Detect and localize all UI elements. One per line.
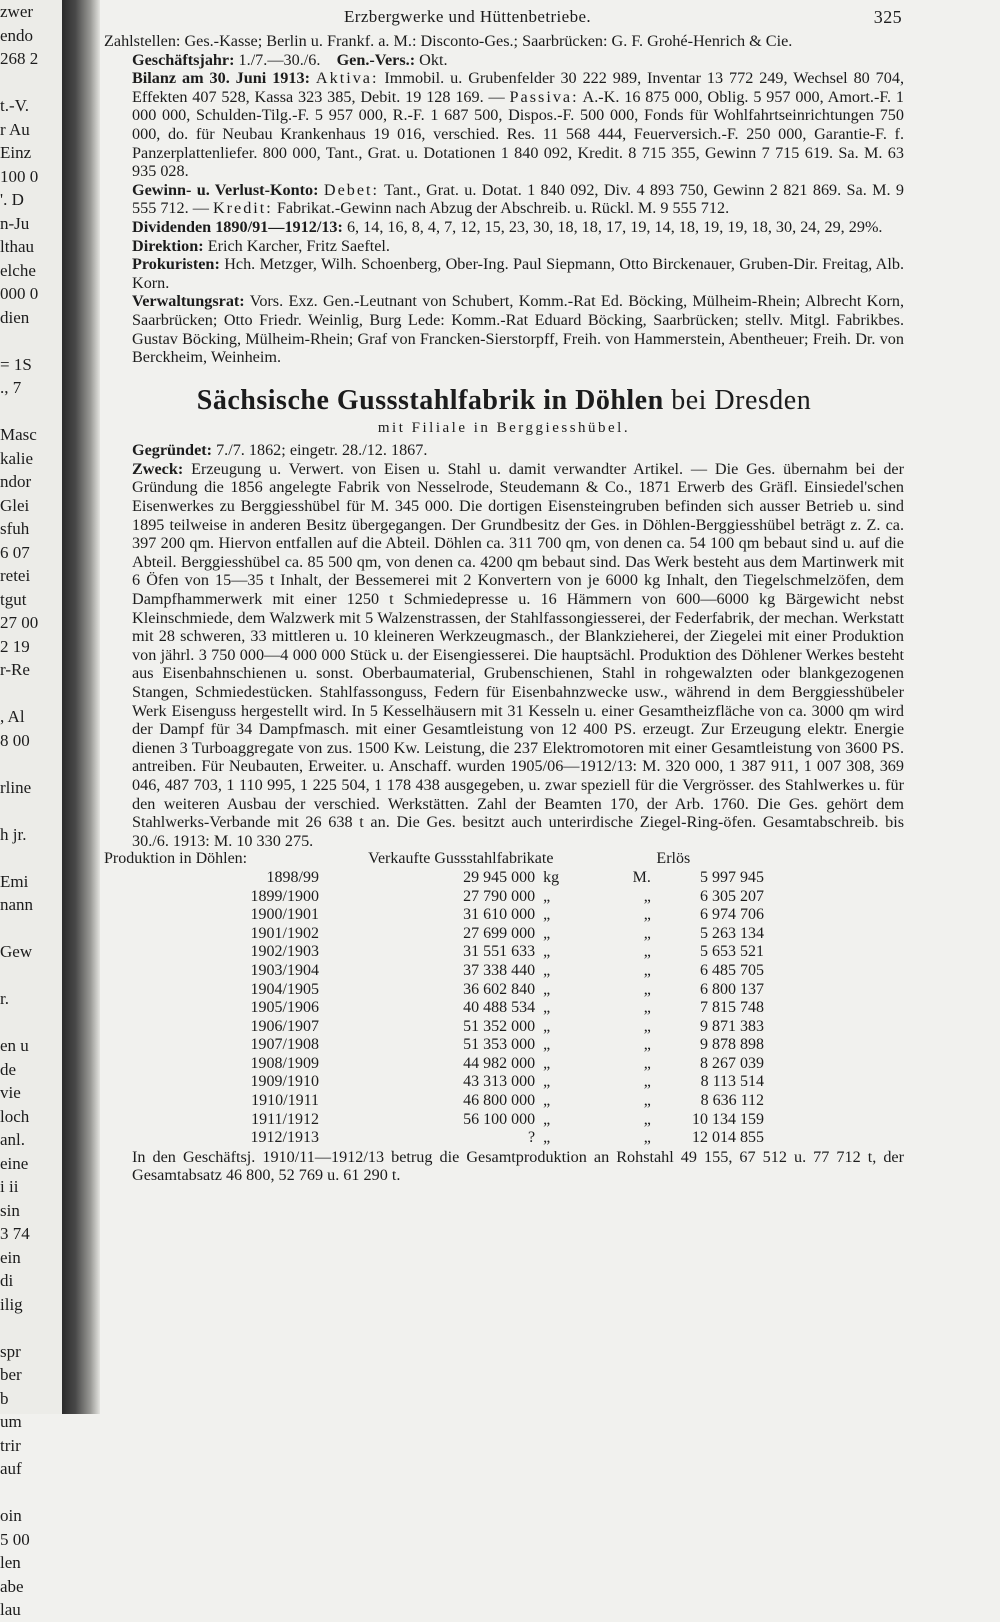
row-quantity: 37 338 440 — [463, 961, 536, 979]
neighbor-line: rline — [0, 777, 32, 797]
neighbor-line: r Au — [0, 119, 30, 139]
neighbor-line: di — [0, 1271, 14, 1290]
row-revenue: 6 305 207 — [700, 887, 764, 905]
row-currency: „ — [643, 943, 651, 961]
neighbor-line: Einz — [0, 143, 32, 162]
running-head — [104, 2, 904, 32]
table-row — [104, 943, 764, 962]
row-currency: „ — [643, 999, 651, 1017]
row-revenue: 5 263 134 — [700, 924, 764, 942]
verwaltungsrat-label: Verwaltungsrat: — [132, 292, 245, 311]
table-row — [104, 962, 764, 981]
row-year: 1912/1913 — [250, 1129, 319, 1147]
row-quantity: 44 982 000 — [463, 1054, 536, 1072]
neighbor-line: ein — [0, 1247, 21, 1267]
row-revenue: 8 113 514 — [700, 1073, 764, 1091]
table-row — [104, 1018, 764, 1037]
row-revenue: 9 878 898 — [700, 1036, 764, 1054]
row-year: 1904/1905 — [250, 980, 319, 998]
row-quantity: ? — [528, 1129, 536, 1147]
guv-paragraph — [104, 181, 904, 218]
neighbor-line: 6 07 — [0, 542, 30, 562]
row-revenue: 5 653 521 — [700, 943, 764, 961]
row-year: 1898/99 — [266, 868, 319, 886]
row-unit: „ — [543, 961, 551, 979]
neighbor-line: en u — [0, 1036, 29, 1055]
row-quantity: 31 610 000 — [463, 906, 536, 924]
row-year: 1907/1908 — [250, 1036, 319, 1054]
neighbor-line: 000 0 — [0, 284, 39, 303]
prokuristen-text: Hch. Metzger, Wilh. Schoenberg, Ober-Ing. Paul Siepmann, Otto Birckenauer, Gruben-Dir. Freitag, Alb. Korn. — [132, 255, 904, 292]
neighbor-line: spr — [0, 1341, 21, 1361]
neighbor-line: ., 7 — [0, 378, 22, 397]
company-title-main: Sächsische Gussstahlfabrik in Döhlen — [196, 384, 664, 416]
row-currency: „ — [643, 1054, 651, 1072]
neighbor-line: auf — [0, 1459, 22, 1478]
direktion-label: Direktion: — [132, 236, 204, 255]
row-year: 1901/1902 — [250, 924, 319, 942]
row-year: 1906/1907 — [250, 1017, 319, 1035]
row-currency: „ — [643, 980, 651, 998]
gegruendet-text: 7./7. 1862; eingetr. 28./12. 1867. — [216, 441, 428, 460]
aktiva-text: Immobil. u. Grubenfelder 30 222 989, Inventar 13 772 249, Wechsel 80 704, Effekten 407 528, Kassa 323 385, Debit. 19 128 169. — — [132, 69, 905, 106]
neighbor-line: eine — [0, 1153, 29, 1173]
dividenden-paragraph — [104, 218, 904, 237]
neighbor-line: ber — [0, 1365, 22, 1384]
neighbor-line: h jr. — [0, 824, 27, 844]
neighbor-line: loch — [0, 1106, 30, 1126]
neighbor-line: Emi — [0, 871, 29, 891]
table-row — [104, 1073, 764, 1092]
row-quantity: 27 699 000 — [463, 924, 536, 942]
table-row — [104, 1055, 764, 1074]
row-currency: „ — [643, 1017, 651, 1035]
row-unit: „ — [543, 1036, 551, 1054]
production-table — [104, 850, 764, 1148]
dividenden-label: Dividenden 1890/91—1912/13: — [132, 217, 343, 236]
production-table-header — [104, 850, 764, 869]
neighbor-line: trir — [0, 1435, 21, 1455]
neighbor-line: , Al — [0, 707, 25, 726]
row-currency: „ — [643, 961, 651, 979]
row-revenue: 6 800 137 — [700, 980, 764, 998]
neighbor-line: anl. — [0, 1130, 26, 1149]
genvers-label: Gen.-Vers.: — [336, 50, 416, 69]
neighbor-line: vie — [0, 1083, 21, 1102]
neighbor-line — [0, 1481, 62, 1505]
row-unit: „ — [543, 1092, 551, 1110]
neighbor-line — [0, 682, 62, 706]
row-unit: „ — [543, 1110, 551, 1128]
document-page — [104, 0, 904, 1414]
neighbor-line: de — [0, 1059, 17, 1079]
bilanz-label: Bilanz am 30. Juni 1913: — [132, 69, 310, 88]
row-currency: „ — [643, 1110, 651, 1128]
kredit-label: Kredit: — [212, 199, 273, 218]
row-unit: „ — [543, 999, 551, 1017]
neighbor-line: t.-V. — [0, 96, 29, 115]
row-revenue: 9 871 383 — [700, 1017, 764, 1035]
passiva-text: A.-K. 16 875 000, Oblig. 5 957 000, Amort.-F. 1 000 000, Schulden-Tilg.-F. 5 957 000, R.-F. 1 687 500, Dispos.-F. 500 000, Fonds für Wohlfahrtseinrichtungen 750 000, do. für Neubau Krankenhaus 19 016, verschied. Res. 11 568 444, Feuerversich.-F. 250 000, Garantie-F. f. Panzerplattenliefer. 800 000, Tant., Grat. u. Dotationen 1 840 092, Kredit. 8 715 355, Gewinn 7 715 619. Sa. M. 63 935 028. — [132, 87, 905, 181]
table-row — [104, 1092, 764, 1111]
row-currency: M. — [632, 868, 651, 886]
neighbor-line: r-Re — [0, 660, 30, 679]
debet-text: Tant., Grat. u. Dotat. 1 840 092, Div. 4 893 750, Gewinn 2 821 869. Sa. M. 9 555 712. — — [132, 180, 904, 218]
neighbor-line — [0, 964, 62, 988]
neighbor-line: Masc — [0, 425, 37, 444]
neighbor-line: oin — [0, 1506, 22, 1525]
direktion-text: Erich Karcher, Fritz Saeftel. — [207, 236, 390, 255]
neighbor-line: tgut — [0, 589, 27, 609]
neighbor-line: Glei — [0, 495, 30, 515]
neighbor-line: i ii — [0, 1177, 19, 1196]
row-year: 1899/1900 — [250, 887, 319, 905]
row-revenue: 8 636 112 — [700, 1092, 764, 1110]
table-row — [104, 981, 764, 1000]
row-revenue: 5 997 945 — [700, 868, 764, 886]
passiva-label: Passiva: — [509, 87, 579, 106]
zweck-text: Erzeugung u. Verwert. von Eisen u. Stahl u. damit verwandter Artikel. — Die Ges. übernahm bei der Gründung die 1856 angelegte Fabrik von Nesselrode, Steudemann & Co., 1871 Erwerb des Gräfl. Einsiedel'schen Eisenwerkes zu Berggiesshübel für M. 345 000. Die dortigen Eisensteingruben befinden sich ausser Betrieb u. sind 1895 teilweise in anderen Besitz übergegangen. Der Grundbesitz der Ges. in Döhlen-Berggiesshübel beträgt z. Z. ca. 397 200 qm. Hiervon entfallen auf die Abteil. Döhlen ca. 311 700 qm, von denen ca. 54 100 qm bebaut sind u. auf die Abteil. Berggiesshübel ca. 85 500 qm, von denen ca. 4200 qm bebaut sind. Das Werk besteht aus dem Martinwerk mit 6 Öfen von 15—35 t Inhalt, der Bessemerei mit 2 Konvertern von je 6000 kg Inhalt, den Tiegelschmelzöfen, dem Dampfhammerwerk mit einer 1250 t Schmiedepresse u. 16 Hämmern von 600—6000 kg Bärgewicht nebst Kleinschmiede, dem Walzwerk mit 5 Walzenstrassen, der Stahlfassongiesserei, der Federfabrik, der mechan. Werkstatt mit 28 schweren, 33 mittleren u. 10 kleineren Werkzeugmasch., der Blankzieherei, der Ziegelei mit einer Produktion von jährl. 3 750 000—4 000 000 Stück u. der Eisengiesserei. Die hauptsächl. Produktion des Döhlener Werkes besteht aus Eisenbahnschienen u. sonst. Oberbaumaterial, Grubenschienen, Stahl in rohgewalzten oder blankgezogenen Stangen, Schmiedestücken. Stahlfassonguss, Federn für Eisenbahnzwecke usw., während in dem Berggiesshübeler Werk Eisenguss hergestellt wird. In 5 Kesselhäusern mit 31 Kesseln u. einer Gesamtheizfläche von ca. 3000 qm wird der Dampf für 34 Dampfmasch. mit einer Gesamtleistung von 12 400 PS. erzeugt. Zur Erzeugung elektr. Energie dienen 3 Turboaggregate von zus. 1500 Kw. Leistung, die 237 Elektromotoren mit einer Gesamtleistung von 3600 PS. antreiben. Für Neubauten, Erweiter. u. Anschaff. wurden 1905/06—1912/13: M. 320 000, 1 387 911, 1 007 308, 369 046, 487 703, 1 110 995, 1 225 504, 1 178 438 ausgegeben, u. zwar speziell für die Vergrösser. des Stahlwerkes u. für den weiteren Ausbau der verschied. Werkstätten. Zahl der Beamten 170, der Arb. 1760. Die Ges. gehört dem Stahlwerks-Verbande mit 26 638 t an. Die Ges. besitzt auch unterirdische Ziegel-Ring-öfen. Gesamtabschreib. bis 30./6. 1913: M. 10 330 275. — [132, 459, 904, 850]
neighbor-line — [0, 329, 62, 353]
neighbor-line: 3 74 — [0, 1224, 30, 1243]
neighbor-line: r. — [0, 989, 9, 1008]
table-row — [104, 906, 764, 925]
neighbor-line — [0, 400, 62, 424]
neighbor-line: 27 00 — [0, 613, 39, 632]
neighbor-line: lau — [0, 1600, 21, 1619]
table-row — [104, 1036, 764, 1055]
row-revenue: 7 815 748 — [700, 999, 764, 1017]
neighbor-line — [0, 799, 62, 823]
company-title — [104, 385, 904, 417]
row-currency: „ — [643, 887, 651, 905]
neighbor-line: 268 2 — [0, 49, 39, 68]
neighbor-line: len — [0, 1553, 21, 1572]
geschaeftsjahr-paragraph — [104, 51, 904, 70]
row-unit: „ — [543, 1017, 551, 1035]
geschaeftsjahr-value: 1./7.—30./6. — [238, 50, 321, 69]
zweck-paragraph — [104, 460, 904, 850]
kredit-text: Fabrikat.-Gewinn nach Abzug der Abschreib. u. Rückl. M. 9 555 712. — [276, 199, 730, 218]
verwaltungsrat-paragraph — [104, 292, 904, 366]
row-unit: „ — [543, 924, 551, 942]
prokuristen-paragraph — [104, 255, 904, 292]
debet-label: Debet: — [323, 180, 380, 199]
row-unit: „ — [543, 1129, 551, 1147]
row-unit: „ — [543, 943, 551, 961]
row-quantity: 29 945 000 — [463, 868, 536, 886]
row-year: 1903/1904 — [250, 961, 319, 979]
table-row — [104, 1111, 764, 1130]
neighbor-line: dien — [0, 307, 30, 327]
company-title-suffix: bei Dresden — [671, 384, 812, 416]
verwaltungsrat-text: Vors. Exz. Gen.-Leutnant von Schubert, Komm.-Rat Ed. Böcking, Mülheim-Rhein; Albrecht Korn, Saarbrücken; Otto Friedr. Weinlig, Burg Lede: Komm.-Rat Eduard Böcking, Saarbrücken; stellv. Mitgl. Fabrikbes. Gustav Böcking, Mülheim-Rhein; Graf von Francken-Sierstorpff, Freih. von Hammerstein, Abentheuer; Freih. Dr. von Berckheim, Weinheim. — [132, 292, 904, 367]
row-year: 1900/1901 — [250, 906, 319, 924]
book-gutter-shadow — [62, 0, 100, 1414]
table-row — [104, 869, 764, 888]
neighbor-line — [0, 917, 62, 941]
header-produktion: Produktion in Döhlen: — [104, 850, 248, 868]
row-currency: „ — [643, 924, 651, 942]
neighbor-line: elche — [0, 260, 36, 280]
row-quantity: 51 353 000 — [463, 1036, 536, 1054]
zweck-label: Zweck: — [132, 459, 184, 478]
neighbor-line: sin — [0, 1200, 20, 1220]
neighbor-line — [0, 1011, 62, 1035]
neighbor-line: sfuh — [0, 519, 30, 538]
neighbor-line: um — [0, 1412, 22, 1431]
neighbor-line: 2 19 — [0, 636, 30, 656]
gegruendet-paragraph — [104, 441, 904, 460]
table-row — [104, 888, 764, 907]
row-year: 1908/1909 — [250, 1054, 319, 1072]
row-quantity: 43 313 000 — [463, 1073, 536, 1091]
row-year: 1909/1910 — [250, 1073, 319, 1091]
row-year: 1905/1906 — [250, 999, 319, 1017]
neighbor-line: kalie — [0, 448, 34, 468]
neighbor-line: Gew — [0, 942, 33, 961]
row-quantity: 46 800 000 — [463, 1092, 536, 1110]
row-quantity: 40 488 534 — [463, 999, 536, 1017]
row-revenue: 6 974 706 — [700, 906, 764, 924]
neighbor-line: '. D — [0, 190, 24, 209]
row-quantity: 27 790 000 — [463, 887, 536, 905]
row-quantity: 31 551 633 — [463, 943, 536, 961]
row-year: 1910/1911 — [251, 1092, 319, 1110]
aktiva-label: Aktiva: — [315, 69, 379, 88]
row-revenue: 10 134 159 — [692, 1110, 764, 1128]
neighbor-line: 5 00 — [0, 1529, 30, 1549]
guv-label: Gewinn- u. Verlust-Konto: — [132, 180, 319, 199]
row-quantity: 56 100 000 — [463, 1110, 536, 1128]
neighbor-line: endo — [0, 25, 34, 45]
row-revenue: 8 267 039 — [700, 1054, 764, 1072]
production-table-body — [104, 869, 764, 1148]
closing-paragraph: In den Geschäftsj. 1910/11—1912/13 betrug die Gesamtproduktion an Rohstahl 49 155, 67 512 u. 77 712 t, der Gesamtabsatz 46 800, 52 769 u. 61 290 t. — [132, 1147, 904, 1185]
neighbor-line — [0, 71, 62, 95]
neighbor-page-fragment — [0, 0, 62, 1619]
row-revenue: 12 014 855 — [692, 1129, 764, 1147]
row-unit: „ — [543, 887, 551, 905]
header-goods: Verkaufte Gussstahlfabrikate — [368, 850, 554, 868]
neighbor-line: zwer — [0, 2, 34, 21]
neighbor-line: abe — [0, 1576, 24, 1596]
prokuristen-label: Prokuristen: — [132, 255, 220, 274]
neighbor-line: ilig — [0, 1294, 23, 1314]
neighbor-line — [0, 1316, 62, 1340]
neighbor-line: retei — [0, 566, 31, 585]
row-unit: kg — [543, 868, 560, 886]
row-currency: „ — [643, 1129, 651, 1147]
neighbor-line: n-Ju — [0, 213, 30, 233]
row-year: 1902/1903 — [250, 943, 319, 961]
company-subtitle: mit Filiale in Berggiesshübel. — [377, 419, 631, 436]
neighbor-line — [0, 752, 62, 776]
neighbor-line: b — [0, 1388, 9, 1408]
row-currency: „ — [643, 1092, 651, 1110]
neighbor-line: nann — [0, 895, 34, 914]
table-row — [104, 999, 764, 1018]
row-unit: „ — [543, 1073, 551, 1091]
geschaeftsjahr-label: Geschäftsjahr: — [132, 50, 235, 69]
row-unit: „ — [543, 980, 551, 998]
neighbor-line — [0, 846, 62, 870]
row-currency: „ — [643, 906, 651, 924]
dividenden-text: 6, 14, 16, 8, 4, 7, 12, 15, 23, 30, 18, 18, 17, 19, 14, 18, 19, 19, 18, 30, 24, 29, 29%. — [346, 217, 883, 236]
neighbor-line: lthau — [0, 237, 34, 256]
table-row — [104, 925, 764, 944]
row-revenue: 6 485 705 — [700, 961, 764, 979]
bilanz-paragraph — [104, 69, 904, 181]
neighbor-line: = 1S — [0, 354, 32, 374]
row-quantity: 51 352 000 — [463, 1017, 536, 1035]
header-revenue: Erlös — [656, 850, 691, 868]
neighbor-line: 100 0 — [0, 166, 39, 186]
row-unit: „ — [543, 1054, 551, 1072]
neighbor-line: ndor — [0, 472, 32, 491]
row-currency: „ — [643, 1036, 651, 1054]
direktion-paragraph — [104, 237, 904, 256]
row-currency: „ — [643, 1073, 651, 1091]
gegruendet-label: Gegründet: — [132, 441, 213, 460]
zahlstellen-paragraph: Zahlstellen: Ges.-Kasse; Berlin u. Frankf. a. M.: Disconto-Ges.; Saarbrücken: G. F. Grohé-Henrich & Cie. — [104, 32, 793, 50]
neighbor-line: 8 00 — [0, 730, 30, 750]
page-number: 325 — [873, 7, 902, 27]
row-year: 1911/1912 — [251, 1110, 319, 1128]
row-unit: „ — [543, 906, 551, 924]
running-head-title: Erzbergwerke und Hüttenbetriebe. — [344, 7, 592, 26]
genvers-value: Okt. — [419, 50, 448, 69]
row-quantity: 36 602 840 — [463, 980, 536, 998]
table-row — [104, 1129, 764, 1148]
